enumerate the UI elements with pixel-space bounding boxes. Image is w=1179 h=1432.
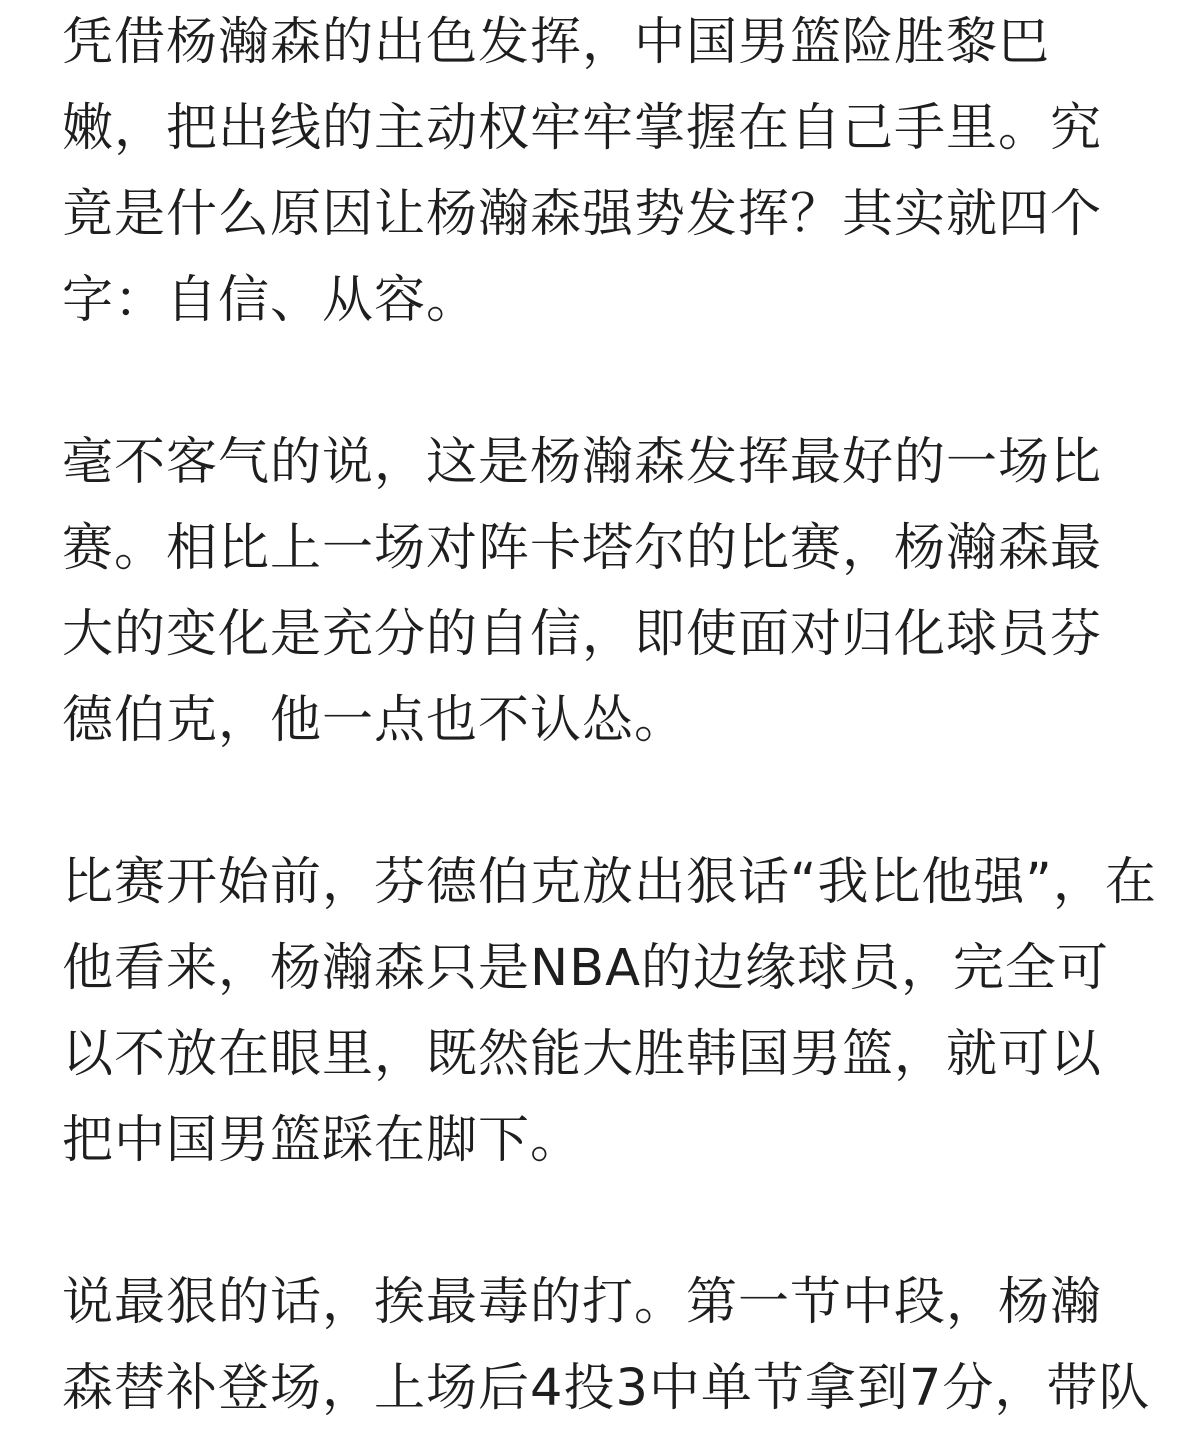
text-line: 比赛开始前，芬德伯克放出狠话“我比他强”，在 <box>62 853 1157 912</box>
paragraph-spacer <box>62 764 1120 840</box>
text-line: 凭借杨瀚森的出色发挥，中国男篮险胜黎巴 <box>62 13 1051 72</box>
text-line: 以不放在眼里，既然能大胜韩国男篮，就可以 <box>62 1025 1103 1084</box>
text-line: 说最狠的话，挨最毒的打。第一节中段，杨瀚 <box>62 1273 1103 1332</box>
article-body <box>62 0 1157 1432</box>
paragraph-spacer <box>62 344 1120 420</box>
text-line: 森替补登场，上场后4投3中单节拿到7分，带队 <box>62 1359 1151 1418</box>
text-line: 字：自信、从容。 <box>62 271 479 330</box>
text-line: 毫不客气的说，这是杨瀚森发挥最好的一场比 <box>62 433 1103 492</box>
paragraph-spacer <box>62 1184 1120 1260</box>
paragraph-3 <box>62 840 1157 1184</box>
text-line: 赛。相比上一场对阵卡塔尔的比赛，杨瀚森最 <box>62 519 1103 578</box>
text-line: 大的变化是充分的自信，即使面对归化球员芬 <box>62 605 1103 664</box>
text-line: 德伯克，他一点也不认怂。 <box>62 691 687 750</box>
paragraph-4 <box>62 1260 1151 1432</box>
text-line: 他看来，杨瀚森只是NBA的边缘球员，完全可 <box>62 939 1110 998</box>
text-line: 把中国男篮踩在脚下。 <box>62 1111 583 1170</box>
text-line: 嫩，把出线的主动权牢牢掌握在自己手里。究 <box>62 99 1103 158</box>
paragraph-2 <box>62 420 1120 764</box>
text-line: 竟是什么原因让杨瀚森强势发挥？其实就四个 <box>62 185 1103 244</box>
paragraph-1 <box>62 0 1120 344</box>
